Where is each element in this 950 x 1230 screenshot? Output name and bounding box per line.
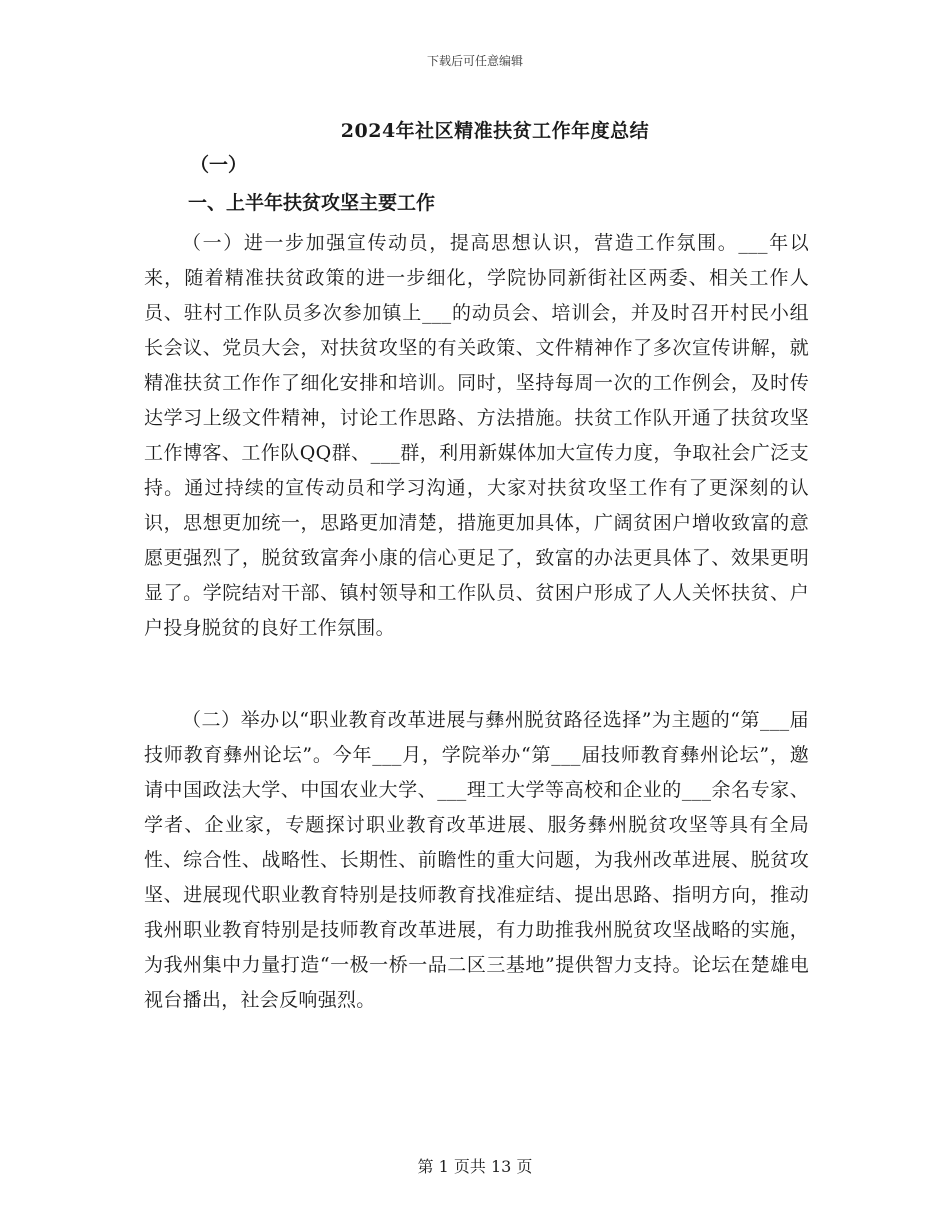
page-number-footer: 第 1 页共 13 页 bbox=[417, 1157, 533, 1176]
body-paragraph-2: （二）举办以“职业教育改革进展与彝州脱贫路径选择”为主题的“第___届技师教育彝州论坛”。今年___月，学院举办“第___届技师教育彝州论坛”，邀请中国政法大学、中国农业大学、___理工大学等高校和企业的___余名专家、学者、企业家，专题探讨职业教育改革进展、服务彝州脱贫攻坚等具有全局性、综合性、战略性、长期性、前瞻性的重大问题，为我州改革进展、脱贫攻坚、进展现代职业教育特别是技师教育找准症结、提出思路、指明方向，推动我州职业教育特别是技师教育改革进展，有力助推我州脱贫攻坚战略的实施，为我州集中力量打造“一极一桥一品二区三基地”提供智力支持。论坛在楚雄电视台播出，社会反响强烈。 bbox=[144, 709, 809, 1011]
document-title: 2024年社区精准扶贫工作年度总结 bbox=[340, 120, 650, 142]
section-heading: 一、上半年扶贫攻坚主要工作 bbox=[188, 192, 436, 214]
page-header-note: 下载后可任意编辑 bbox=[426, 54, 523, 68]
part-marker: （一） bbox=[190, 154, 248, 176]
body-paragraph-1: （一）进一步加强宣传动员，提高思想认识，营造工作氛围。___年以来，随着精准扶贫政策的进一步细化，学院协同新街社区两委、相关工作人员、驻村工作队员多次参加镇上___的动员会、培训会，并及时召开村民小组长会议、党员大会，对扶贫攻坚的有关政策、文件精神作了多次宣传讲解，就精准扶贫工作作了细化安排和培训。同时，坚持每周一次的工作例会，及时传达学习上级文件精神，讨论工作思路、方法措施。扶贫工作队开通了扶贫攻坚工作博客、工作队QQ群、___群，利用新媒体加大宣传力度，争取社会广泛支持。通过持续的宣传动员和学习沟通，大家对扶贫攻坚工作有了更深刻的认识，思想更加统一，思路更加清楚，措施更加具体，广阔贫困户增收致富的意愿更强烈了，脱贫致富奔小康的信心更足了，致富的办法更具体了、效果更明显了。学院结对干部、镇村领导和工作队员、贫困户形成了人人关怀扶贫、户户投身脱贫的良好工作氛围。 bbox=[144, 232, 809, 639]
